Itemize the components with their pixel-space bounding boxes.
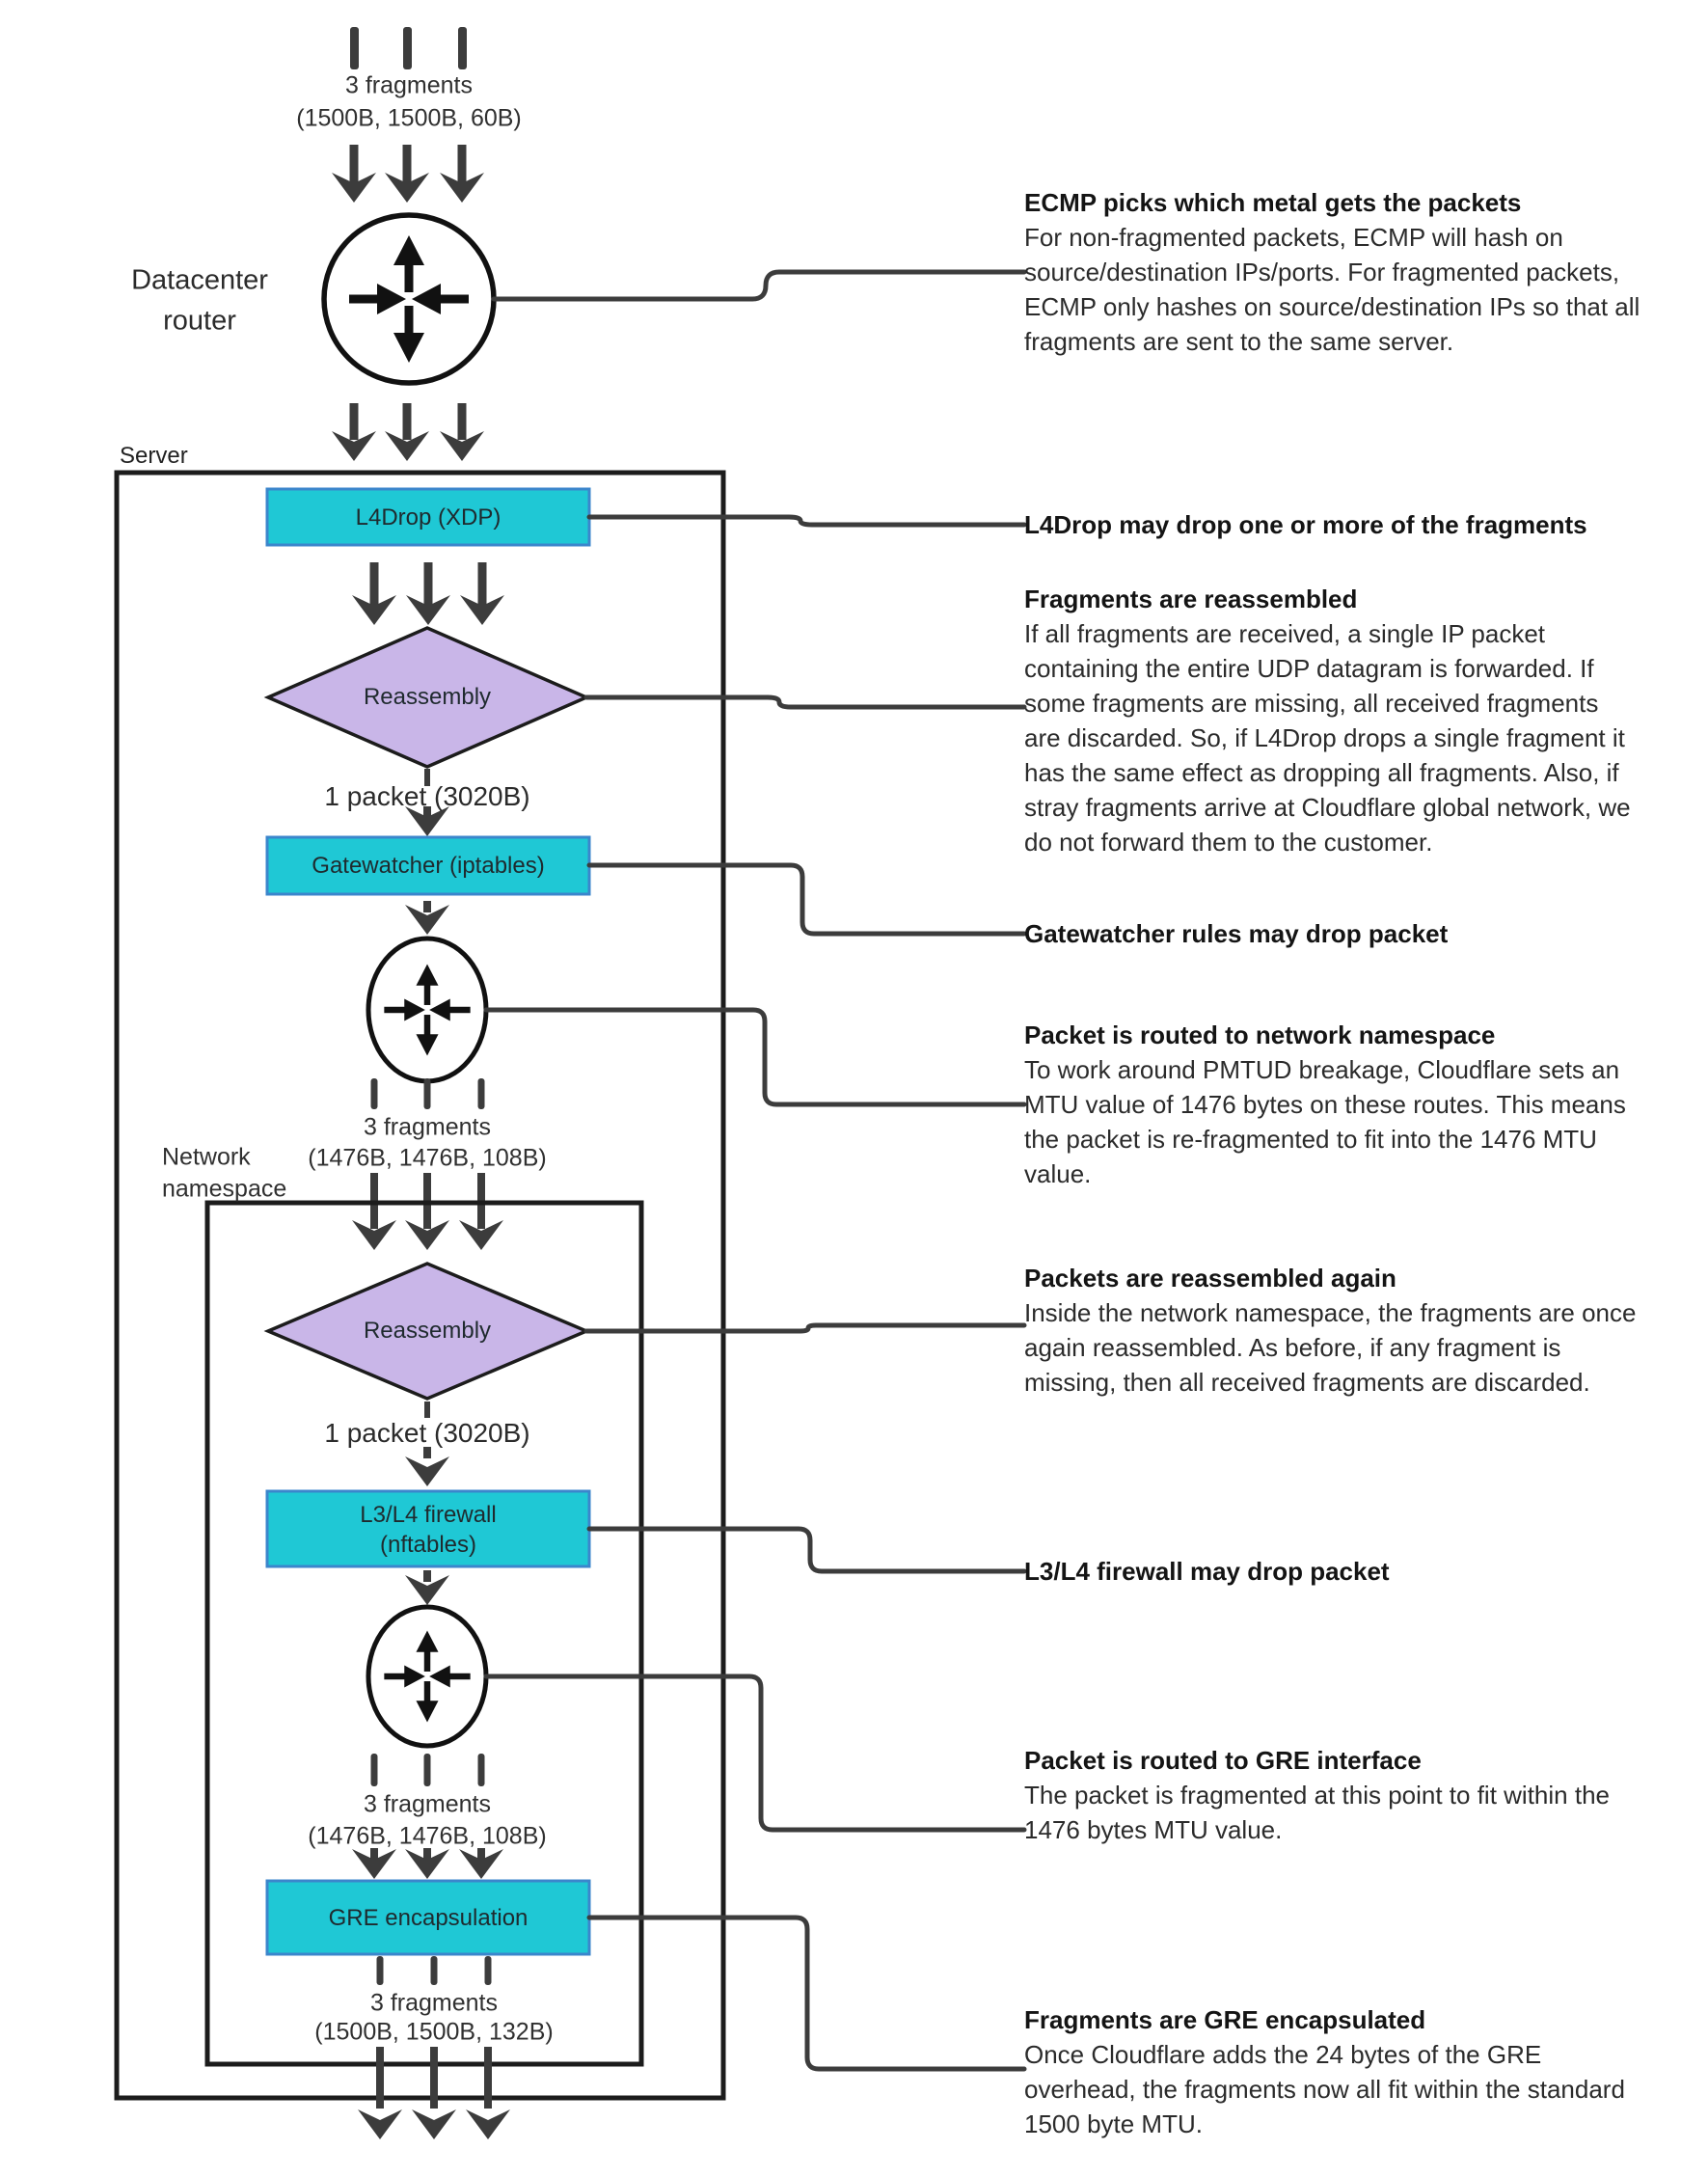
annotation-heading: Fragments are reassembled: [1024, 585, 1358, 613]
connector-reassembly1: [586, 697, 1024, 707]
annotation-line: missing, then all received fragments are discarded.: [1024, 1368, 1590, 1397]
annotation-heading: Packets are reassembled again: [1024, 1264, 1396, 1293]
l4drop-label: L4Drop (XDP): [355, 504, 502, 531]
connector-gre: [589, 1918, 1024, 2069]
annotation-line: stray fragments arrive at Cloudflare global network, we: [1024, 793, 1631, 822]
fragments3-count: 3 fragments: [363, 1790, 492, 1818]
annotation-heading: Packet is routed to GRE interface: [1024, 1746, 1422, 1775]
fragments3-sizes: (1476B, 1476B, 108B): [308, 1822, 547, 1850]
connector-l4drop: [589, 517, 1024, 525]
annotation-heading: Gatewatcher rules may drop packet: [1024, 919, 1449, 948]
arrows-into-router: [332, 145, 484, 203]
annotation-heading: L3/L4 firewall may drop packet: [1024, 1557, 1390, 1586]
annotation-gatewatcher: [1024, 916, 1448, 951]
arrows-out-bottom: [358, 2047, 510, 2139]
annotation-heading: Packet is routed to network namespace: [1024, 1020, 1496, 1049]
annotation-line: 1500 byte MTU.: [1024, 2109, 1203, 2138]
annotation-line: ECMP only hashes on source/destination IPs so that all: [1024, 292, 1640, 321]
fragment-dashes-bottom: [377, 1956, 492, 1985]
annotation-line: containing the entire UDP datagram is forwarded. If: [1024, 654, 1594, 683]
annotation-line: Inside the network namespace, the fragments are once: [1024, 1298, 1637, 1327]
annotation-line: some fragments are missing, all received fragments: [1024, 689, 1599, 718]
gatewatcher-label: Gatewatcher (iptables): [312, 853, 545, 879]
router-icon: [324, 215, 494, 383]
connector-gatewatcher: [589, 865, 1024, 934]
router-icon: [368, 939, 486, 1081]
datacenter-router-label-1: Datacenter: [131, 264, 268, 296]
network-namespace-label-1: Network: [162, 1143, 251, 1171]
connector-reassembly2: [586, 1325, 1024, 1331]
annotation-line: The packet is fragmented at this point to fit within the: [1024, 1781, 1610, 1810]
packet1-label: 1 packet (3020B): [324, 781, 530, 811]
annotation-line: For non-fragmented packets, ECMP will hash on: [1024, 223, 1563, 252]
fragments2-count: 3 fragments: [363, 1113, 492, 1141]
annotation-line: If all fragments are received, a single IP packet: [1024, 619, 1546, 648]
firewall-label-1: L3/L4 firewall: [360, 1502, 497, 1528]
annotation-line: again reassembled. As before, if any fragment is: [1024, 1333, 1561, 1362]
router-icon: [368, 1607, 486, 1746]
annotation-reassembled-again: [1024, 1261, 1636, 1400]
annotation-heading: Fragments are GRE encapsulated: [1024, 2005, 1426, 2034]
connector-firewall: [589, 1529, 1024, 1571]
fragments2-sizes: (1476B, 1476B, 108B): [308, 1144, 547, 1172]
connector-route1: [486, 1010, 1024, 1104]
annotation-line: value.: [1024, 1159, 1092, 1188]
annotation-ecmp: [1024, 185, 1640, 359]
annotation-l4drop: [1024, 507, 1587, 542]
annotation-line: overhead, the fragments now all fit within the standard: [1024, 2075, 1625, 2104]
connector-ecmp: [494, 272, 1024, 299]
annotation-heading: L4Drop may drop one or more of the fragments: [1024, 510, 1587, 539]
annotation-reassembled: [1024, 582, 1631, 859]
annotation-line: has the same effect as dropping all fragments. Also, if: [1024, 758, 1619, 787]
gre-label: GRE encapsulation: [328, 1905, 529, 1931]
packet2-label: 1 packet (3020B): [324, 1418, 530, 1448]
annotation-line: fragments are sent to the same server.: [1024, 327, 1454, 356]
reassembly1-label: Reassembly: [363, 684, 492, 710]
arrows-into-gre: [352, 1848, 503, 1879]
reassembly2-label: Reassembly: [363, 1318, 492, 1344]
fragments4-count: 3 fragments: [369, 1989, 499, 2017]
datacenter-router-label-2: router: [163, 305, 236, 337]
annotation-gre-encapsulated: [1024, 2002, 1625, 2141]
network-namespace-label-2: namespace: [162, 1175, 287, 1203]
arrows-into-server: [332, 403, 484, 461]
fragment-dashes-mid1: [371, 1078, 485, 1109]
fragment-dashes-top: [350, 27, 467, 69]
arrow-to-firewall: [405, 1447, 449, 1486]
annotation-firewall: [1024, 1554, 1390, 1589]
annotation-line: the packet is re-fragmented to fit into the 1476 MTU: [1024, 1125, 1597, 1154]
server-label: Server: [120, 443, 188, 469]
annotation-line: MTU value of 1476 bytes on these routes. This means: [1024, 1090, 1626, 1119]
arrows-into-namespace: [352, 1173, 503, 1250]
annotation-route-gre: [1024, 1743, 1610, 1847]
fragment-dashes-mid2: [371, 1754, 485, 1786]
arrow-to-route2: [405, 1570, 449, 1605]
input-fragments-count: 3 fragments: [344, 71, 474, 99]
annotation-line: are discarded. So, if L4Drop drops a single fragment it: [1024, 723, 1625, 752]
firewall-label-2: (nftables): [379, 1532, 477, 1558]
packet-dash-2: [424, 1401, 430, 1418]
annotation-line: do not forward them to the customer.: [1024, 828, 1433, 857]
connector-route2: [486, 1676, 1024, 1830]
input-fragments-sizes: (1500B, 1500B, 60B): [296, 104, 522, 132]
annotation-heading: ECMP picks which metal gets the packets: [1024, 188, 1522, 217]
arrow-to-route1: [405, 901, 449, 935]
annotation-line: Once Cloudflare adds the 24 bytes of the GRE: [1024, 2040, 1542, 2069]
annotation-line: To work around PMTUD breakage, Cloudflare sets an: [1024, 1055, 1620, 1084]
annotation-line: 1476 bytes MTU value.: [1024, 1815, 1283, 1844]
fragments4-sizes: (1500B, 1500B, 132B): [314, 2018, 554, 2046]
arrows-to-reassembly1: [352, 562, 504, 625]
annotation-route-namespace: [1024, 1018, 1626, 1191]
annotation-line: source/destination IPs/ports. For fragmented packets,: [1024, 258, 1620, 286]
